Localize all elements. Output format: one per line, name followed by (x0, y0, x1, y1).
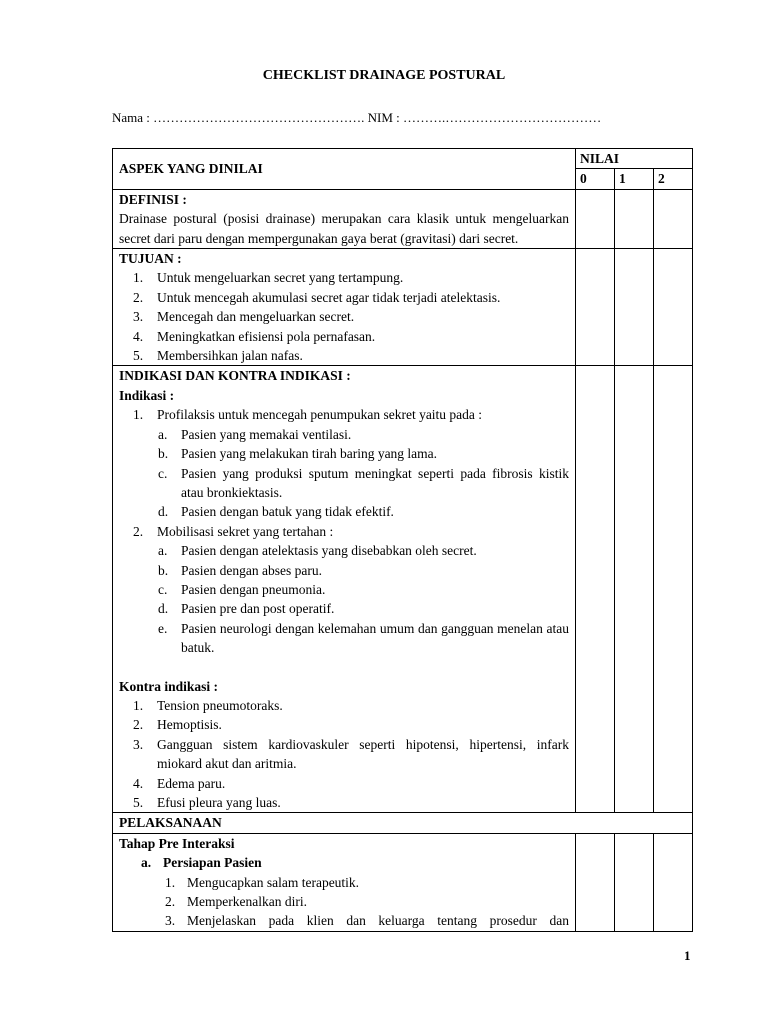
list-item: e. Pasien neurologi dengan kelemahan umum dan gangguan menelan atau batuk. (158, 620, 569, 656)
score-cell-1[interactable] (615, 833, 654, 931)
pre-interaksi-heading: Tahap Pre Interaksi (119, 835, 235, 851)
list-item: 1. Profilaksis untuk mencegah penumpukan sekret yaitu pada : (133, 407, 483, 423)
header-row (113, 149, 693, 169)
list-item: b. Pasien yang melakukan tirah baring yang lama. (158, 446, 438, 462)
score-cell-0[interactable] (576, 833, 615, 931)
list-item: 3. Gangguan sistem kardiovaskuler seperti hipotensi, hipertensi, infark miokard akut dan aritmia. (133, 736, 569, 772)
pre-interaksi-cell (113, 833, 576, 931)
page-number: 1 (684, 948, 691, 963)
definisi-heading: DEFINISI : (119, 191, 187, 207)
score-header-0: 0 (576, 169, 615, 189)
list-item: 2. Memperkenalkan diri. (165, 894, 307, 910)
pelaksanaan-heading: PELAKSANAAN (113, 813, 693, 833)
list-item: 5. Membersihkan jalan nafas. (133, 348, 303, 364)
definisi-cell (113, 189, 576, 248)
name-nim-line: Nama : …………………………………………. NIM : ……….……………………………… (112, 110, 602, 125)
pelaksanaan-row (113, 813, 693, 833)
definisi-text: Drainase postural (posisi drainase) merupakan cara klasik untuk mengeluarkan secret dari paru dengan mempergunakan gaya berat (gravitasi) dari secret. (119, 211, 569, 246)
score-cell-2[interactable] (654, 366, 693, 813)
score-cell-0[interactable] (576, 249, 615, 366)
list-item: 4. Edema paru. (133, 775, 226, 791)
list-item: 3. Menjelaskan pada klien dan keluarga tentang prosedur dan (165, 913, 569, 929)
indikasi-cell (113, 366, 576, 813)
score-header-2: 2 (654, 169, 693, 189)
score-cell-1[interactable] (615, 249, 654, 366)
list-item: 2. Untuk mencegah akumulasi secret agar tidak terjadi atelektasis. (133, 289, 501, 305)
persiapan-pasien-heading: a. Persiapan Pasien (141, 855, 262, 871)
list-item: 1. Mengucapkan salam terapeutik. (165, 874, 360, 890)
list-item: 3. Mencegah dan mengeluarkan secret. (133, 309, 355, 325)
list-item: a. Pasien dengan atelektasis yang disebabkan oleh secret. (158, 543, 477, 559)
score-cell-1[interactable] (615, 189, 654, 248)
tujuan-heading: TUJUAN : (119, 251, 182, 267)
list-item: c. Pasien dengan pneumonia. (158, 581, 326, 597)
tujuan-row (113, 249, 693, 366)
list-item: d. Pasien dengan batuk yang tidak efektif. (158, 504, 394, 520)
score-cell-1[interactable] (615, 366, 654, 813)
spacer (119, 658, 569, 677)
indikasi-row (113, 366, 693, 813)
aspect-header: ASPEK YANG DINILAI (113, 149, 576, 190)
score-cell-2[interactable] (654, 189, 693, 248)
tujuan-cell (113, 249, 576, 366)
definisi-row (113, 189, 693, 248)
list-item: 5. Efusi pleura yang luas. (133, 795, 281, 810)
pre-interaksi-row (113, 833, 693, 931)
score-cell-2[interactable] (654, 833, 693, 931)
checklist-table (112, 148, 693, 932)
tujuan-list (119, 268, 569, 365)
list-item: 1. Tension pneumotoraks. (133, 697, 283, 713)
indikasi-list (119, 405, 569, 657)
indikasi-heading: INDIKASI DAN KONTRA INDIKASI : (119, 368, 351, 384)
score-cell-2[interactable] (654, 249, 693, 366)
score-cell-0[interactable] (576, 366, 615, 813)
kontra-list (119, 696, 569, 812)
nilai-header: NILAI (576, 149, 693, 169)
score-header-1: 1 (615, 169, 654, 189)
list-item: b. Pasien dengan abses paru. (158, 562, 322, 578)
pre-interaksi-list (119, 873, 569, 931)
list-item: 2. Mobilisasi sekret yang tertahan : (133, 523, 334, 539)
score-cell-0[interactable] (576, 189, 615, 248)
list-item: 1. Untuk mengeluarkan secret yang tertampung. (133, 270, 404, 286)
list-item: a. Pasien yang memakai ventilasi. (158, 426, 352, 442)
list-item: 4. Meningkatkan efisiensi pola pernafasan. (133, 328, 376, 344)
list-item: c. Pasien yang produksi sputum meningkat seperti pada fibrosis kistik atau bronkiektasis. (158, 465, 569, 500)
page-title: CHECKLIST DRAINAGE POSTURAL (262, 68, 506, 83)
list-item: d. Pasien pre dan post operatif. (158, 601, 335, 617)
kontra-heading: Kontra indikasi : (119, 678, 219, 694)
list-item: 2. Hemoptisis. (133, 717, 222, 733)
indikasi-subheading: Indikasi : (119, 387, 175, 403)
